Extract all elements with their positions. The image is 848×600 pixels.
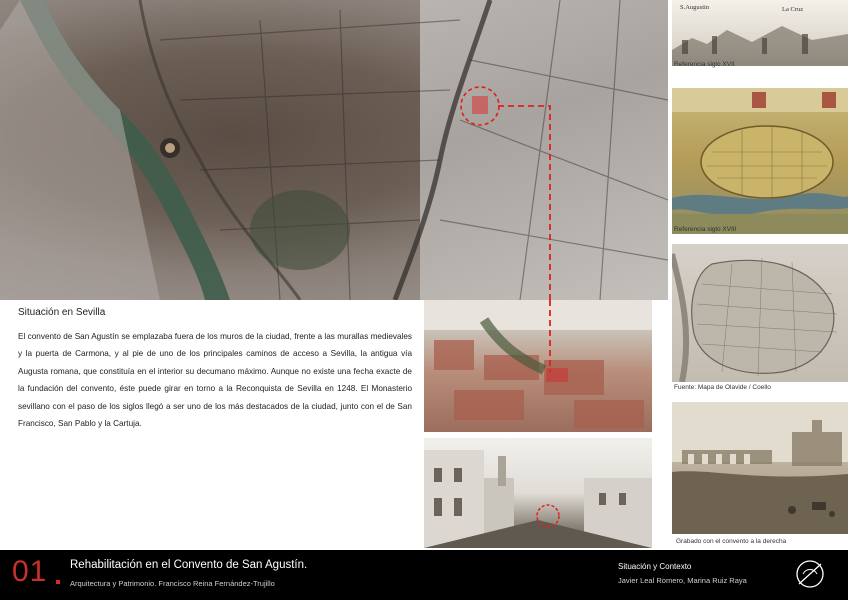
- ref-1-label-left: S.Augustin: [680, 4, 710, 11]
- reference-engraving-convent: [672, 402, 848, 534]
- aerial-map-overlay: [0, 0, 668, 300]
- section-body-text: El convento de San Agustín se emplazaba fuera de los muros de la ciudad, frente a las murallas medievales y la puerta de Carmona, y al pie de uno de los principales caminos de acceso a Sevilla, la antigua vía Augusta romana, que constituía en el interior su decumano máximo. Aunque no existe una fecha exacte de la fundación del convento, éste puede girar en torno a la Reconquista de Sevilla en 1248. El Monasterio sevillano con el paso de los siglos llegó a ser uno de los más destacados de la ciudad, junto con el de San Francisco, San Pablo y la Cartuja.: [18, 332, 412, 429]
- ref-1-label-right: La Cruz: [782, 6, 804, 13]
- historic-street-photo: [424, 438, 652, 548]
- aerial-photo-convent: [424, 300, 652, 432]
- page-number-dot: [56, 580, 60, 584]
- footer-subtitle: Arquitectura y Patrimonio. Francisco Reina Fernández-Trujillo: [70, 579, 275, 588]
- reference-engraving-xvii: [672, 0, 848, 66]
- ref-2-caption: Referencia siglo XVIII: [674, 226, 737, 233]
- reference-map-olavide: [672, 244, 848, 382]
- page-number: 01: [12, 555, 48, 588]
- school-logo-icon: [794, 558, 826, 590]
- section-heading: Situación en Sevilla: [18, 307, 106, 318]
- aerial-map-sevilla: [0, 0, 668, 300]
- reference-map-xviii: [672, 88, 848, 234]
- footer-authors: Javier Leal Romero, Marina Ruiz Raya: [618, 576, 747, 585]
- ref-3-caption: Fuente: Mapa de Olavide / Coello: [674, 384, 771, 391]
- ref-1-caption: Referencia siglo XVII: [674, 61, 735, 68]
- footer-section-title: Situación y Contexto: [618, 562, 692, 571]
- footer-title: Rehabilitación en el Convento de San Agustín.: [70, 559, 308, 571]
- ref-4-caption: Grabado con el convento a la derecha: [676, 538, 787, 545]
- footer-bar: [0, 550, 848, 600]
